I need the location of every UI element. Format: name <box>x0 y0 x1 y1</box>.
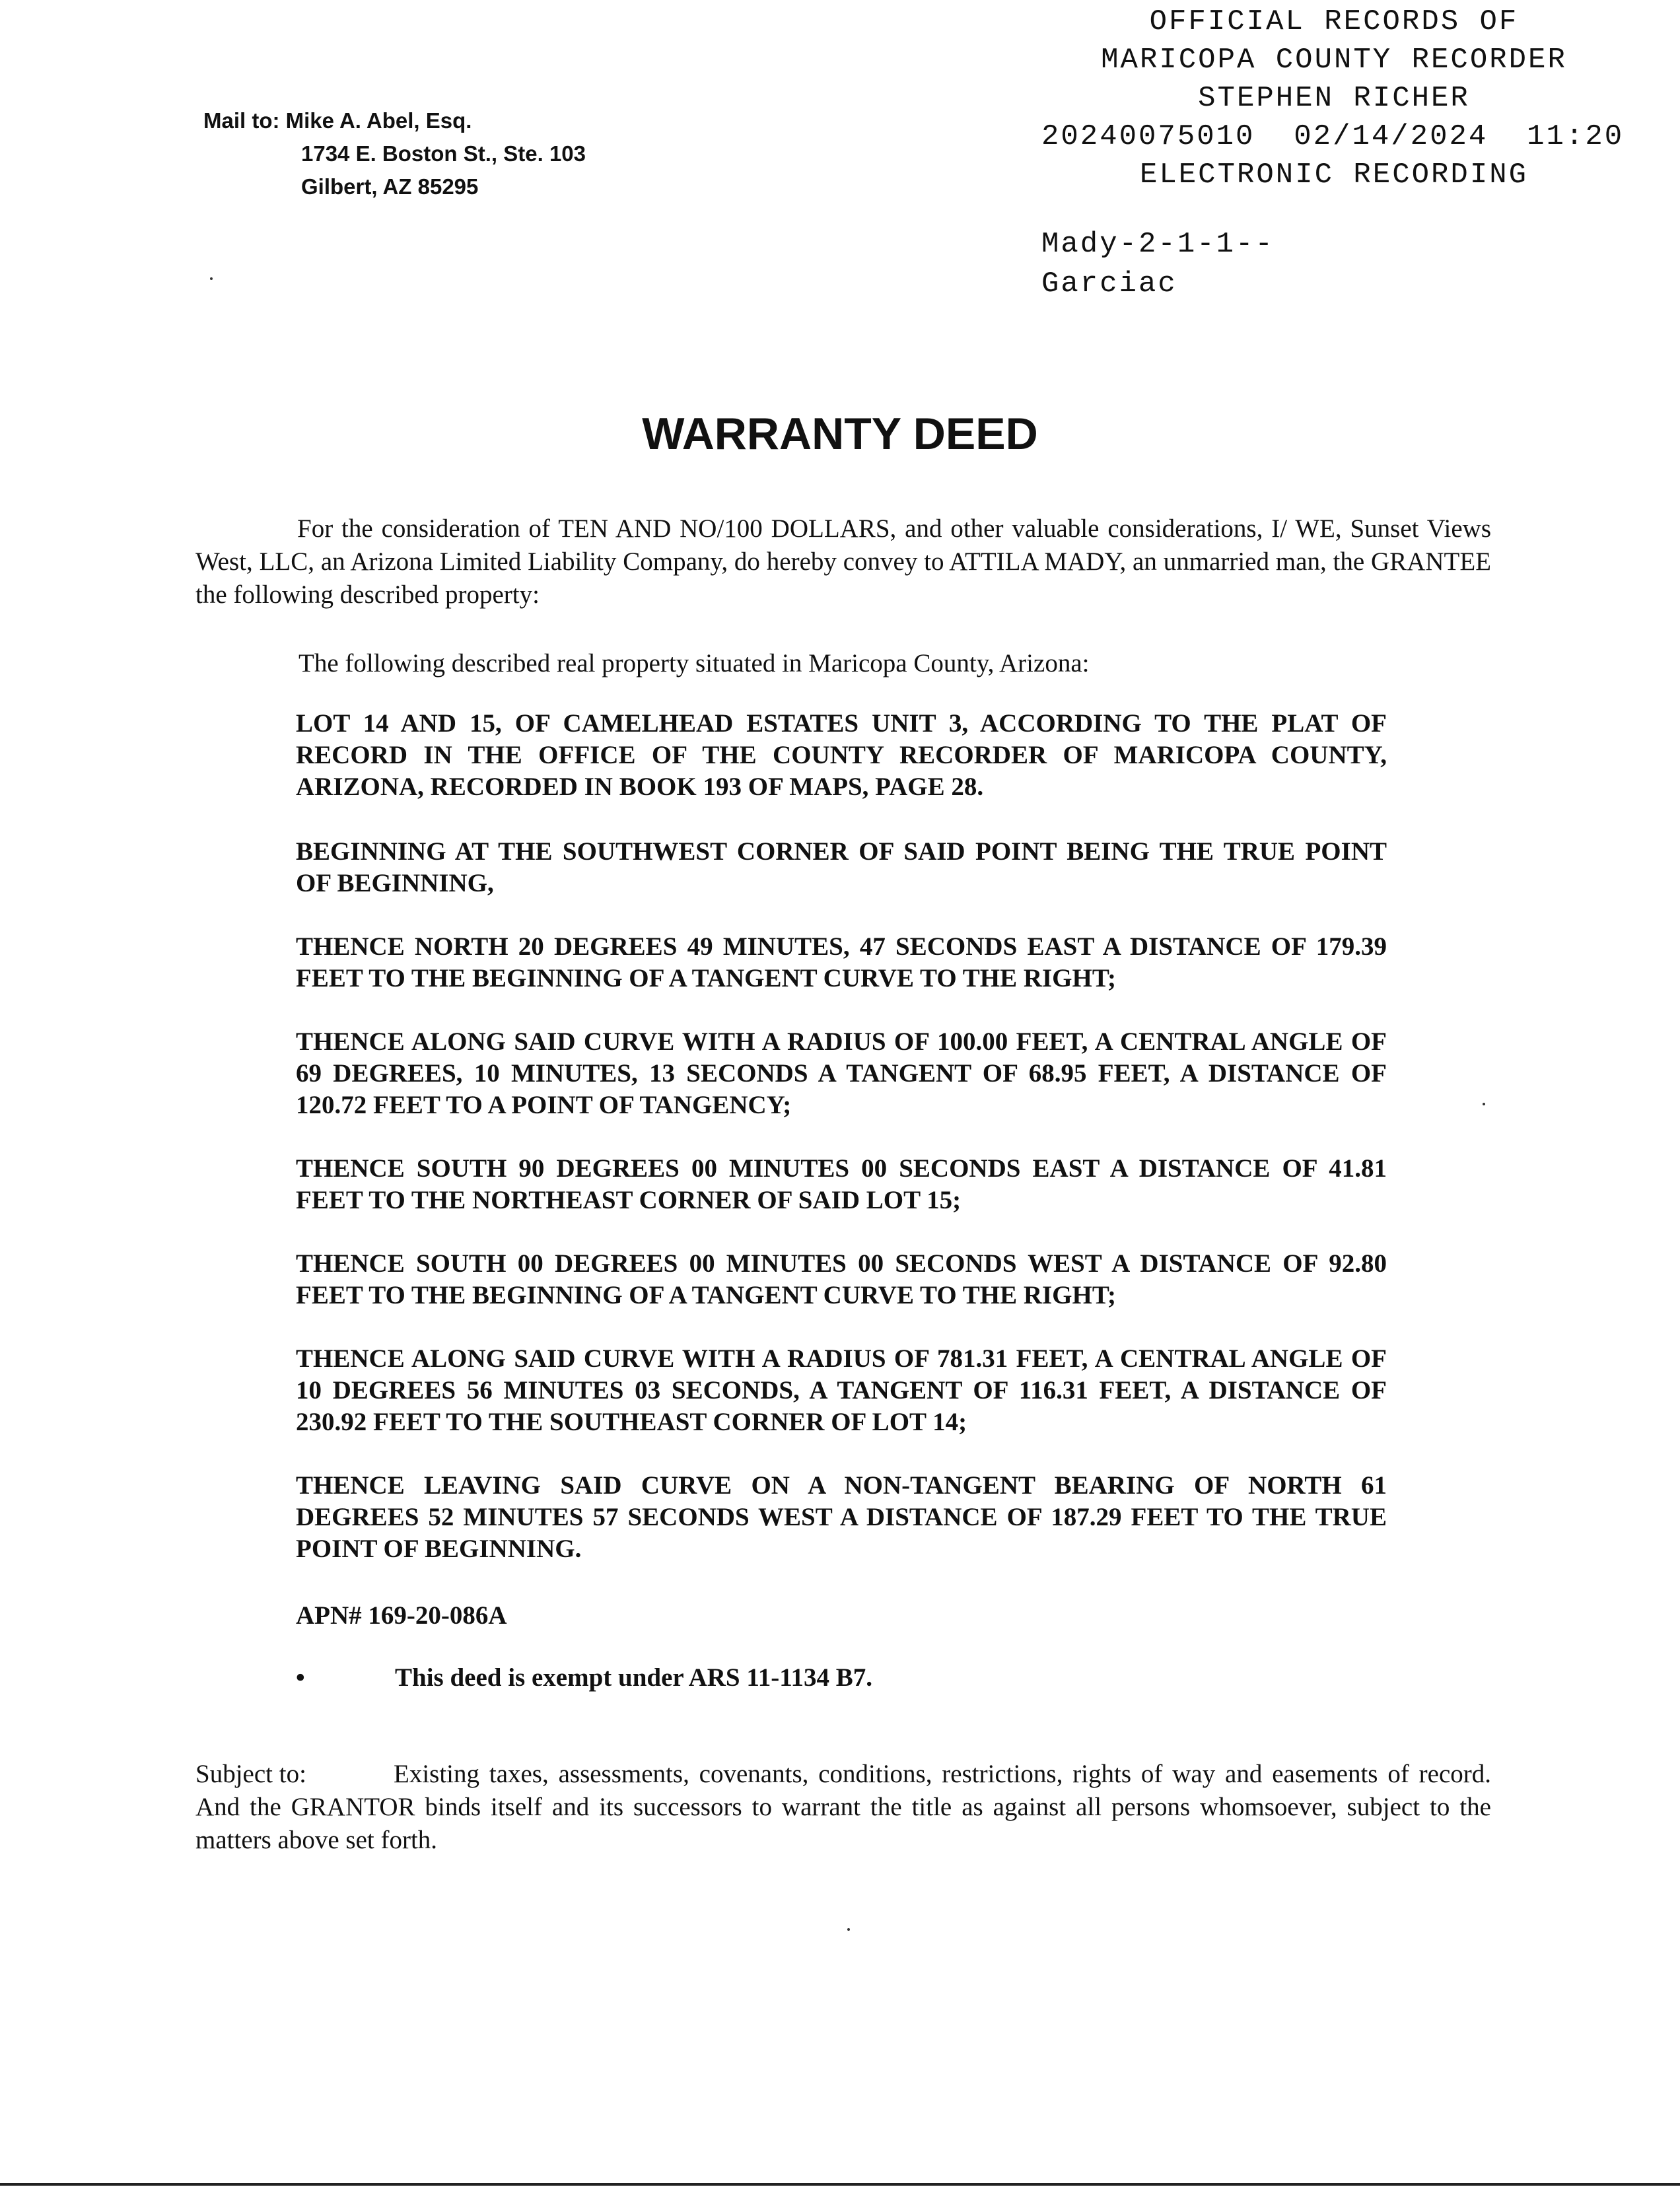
conveyance-paragraph: For the consideration of TEN AND NO/100 DOLLARS, and other valuable considerations, I/ WE, Sunset Views West, LLC, an Arizona Limited Liability Company, do hereby convey to ATTILA MADY, an unmarried man, the GRANTEE the following described property: <box>195 514 1491 609</box>
clerk-reference-line: Garciac <box>1041 267 1177 300</box>
recording-number-line: 20240075010 02/14/2024 11:20 <box>1041 120 1625 153</box>
legal-description-course: THENCE ALONG SAID CURVE WITH A RADIUS OF 100.00 FEET, A CENTRAL ANGLE OF 69 DEGREES, 10 MINUTES, 13 SECONDS A TANGENT OF 68.95 FEET, A DISTANCE OF 120.72 FEET TO A POINT OF TANGENCY; <box>296 1027 1387 1119</box>
stamp-line: STEPHEN RICHER <box>1198 82 1470 115</box>
mail-to-address <box>203 104 586 203</box>
clerk-reference <box>1041 225 1275 304</box>
property-situated-line: The following described real property situated in Maricopa County, Arizona: <box>298 649 1090 677</box>
clerk-reference-line: Mady-2-1-1-- <box>1041 228 1275 261</box>
scan-speck <box>1483 1103 1485 1105</box>
legal-description-lot: LOT 14 AND 15, OF CAMELHEAD ESTATES UNIT 3, ACCORDING TO THE PLAT OF RECORD IN THE OFFICE OF THE COUNTY RECORDER OF MARICOPA COUNTY, ARIZONA, RECORDED IN BOOK 193 OF MAPS, PAGE 28. <box>296 709 1387 801</box>
exemption-text: This deed is exempt under ARS 11-1134 B7. <box>395 1663 873 1692</box>
document-title: WARRANTY DEED <box>642 409 1038 459</box>
scan-speck <box>210 277 213 280</box>
subject-to-text: Existing taxes, assessments, covenants, conditions, restrictions, rights of way and easements of record. And the GRANTOR binds itself and its successors to warrant the title as against all persons whomsoever, subject to the matters above set forth. <box>195 1760 1491 1854</box>
subject-to-label: Subject to: <box>195 1760 306 1788</box>
bullet-symbol: • <box>296 1663 305 1692</box>
page-bottom-rule <box>0 2183 1680 2186</box>
stamp-line: OFFICIAL RECORDS OF <box>1149 5 1519 38</box>
recording-stamp <box>991 3 1677 194</box>
legal-description-beginning: BEGINNING AT THE SOUTHWEST CORNER OF SAID POINT BEING THE TRUE POINT OF BEGINNING, <box>296 837 1387 897</box>
stamp-line: ELECTRONIC RECORDING <box>1139 158 1529 191</box>
legal-description-course: THENCE ALONG SAID CURVE WITH A RADIUS OF 781.31 FEET, A CENTRAL ANGLE OF 10 DEGREES 56 MINUTES 03 SECONDS, A TANGENT OF 116.31 FEET, A DISTANCE OF 230.92 FEET TO THE SOUTHEAST CORNER OF LOT 14; <box>296 1344 1387 1436</box>
legal-description-course: THENCE SOUTH 90 DEGREES 00 MINUTES 00 SECONDS EAST A DISTANCE OF 41.81 FEET TO THE NORTHEAST CORNER OF SAID LOT 15; <box>296 1154 1387 1214</box>
legal-description-course: THENCE NORTH 20 DEGREES 49 MINUTES, 47 SECONDS EAST A DISTANCE OF 179.39 FEET TO THE BEGINNING OF A TANGENT CURVE TO THE RIGHT; <box>296 932 1387 992</box>
apn-number: APN# 169-20-086A <box>296 1601 507 1630</box>
mail-to-street: 1734 E. Boston St., Ste. 103 <box>301 141 586 166</box>
scan-speck <box>847 1928 850 1931</box>
subject-to-paragraph <box>195 1758 1491 1857</box>
legal-description-course: THENCE SOUTH 00 DEGREES 00 MINUTES 00 SECONDS WEST A DISTANCE OF 92.80 FEET TO THE BEGINNING OF A TANGENT CURVE TO THE RIGHT; <box>296 1249 1387 1309</box>
legal-description-course: THENCE LEAVING SAID CURVE ON A NON-TANGENT BEARING OF NORTH 61 DEGREES 52 MINUTES 57 SECONDS WEST A DISTANCE OF 187.29 FEET TO THE TRUE POINT OF BEGINNING. <box>296 1471 1387 1563</box>
stamp-line: MARICOPA COUNTY RECORDER <box>1101 44 1567 77</box>
mail-to-city: Gilbert, AZ 85295 <box>301 174 479 199</box>
mail-to-name: Mail to: Mike A. Abel, Esq. <box>203 108 472 133</box>
exemption-note <box>296 1663 872 1692</box>
